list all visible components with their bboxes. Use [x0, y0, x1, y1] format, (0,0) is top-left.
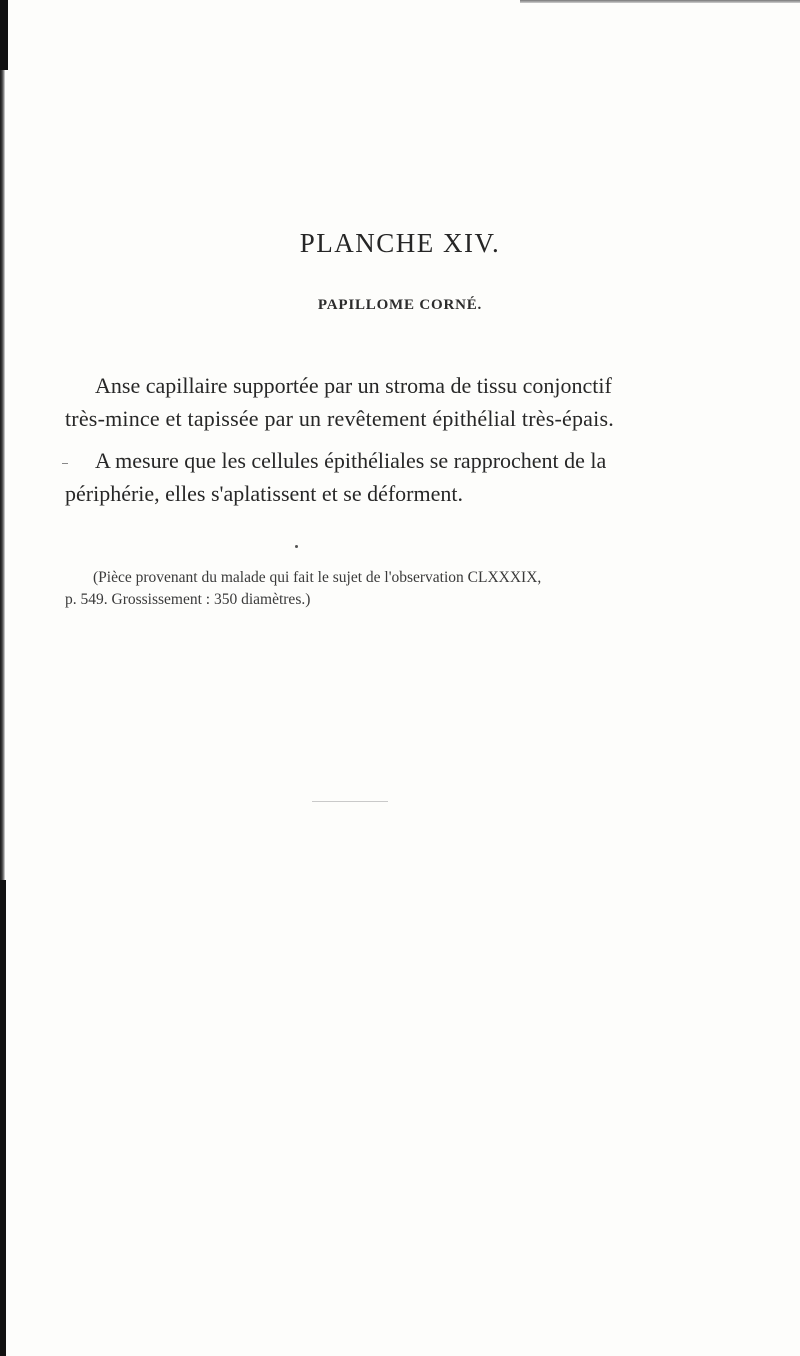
paragraph-2-line-2: périphérie, elles s'aplatissent et se déforment. — [65, 481, 463, 506]
binding-edge — [0, 0, 5, 1356]
page-top-edge — [520, 0, 800, 3]
plate-title: PLANCHE XIV. — [299, 228, 501, 258]
plate-subtitle: PAPILLOME CORNÉ. — [317, 297, 483, 313]
paper-speck — [295, 545, 298, 548]
paragraph-1-line-1: Anse capillaire supportée par un stroma de tissu conjonctif — [95, 373, 612, 398]
caption-line-1: (Pièce provenant du malade qui fait le sujet de l'observation CLXXXIX, — [93, 569, 542, 586]
separator-rule — [312, 801, 388, 802]
paragraph-1-line-2: très-mince et tapissée par un revêtement épithélial très-épais. — [65, 406, 614, 431]
paper-speck — [62, 463, 68, 464]
paragraph-2-line-1: A mesure que les cellules épithéliales se rapprochent de la — [95, 448, 607, 473]
caption-line-2: p. 549. Grossissement : 350 diamètres.) — [65, 591, 311, 608]
